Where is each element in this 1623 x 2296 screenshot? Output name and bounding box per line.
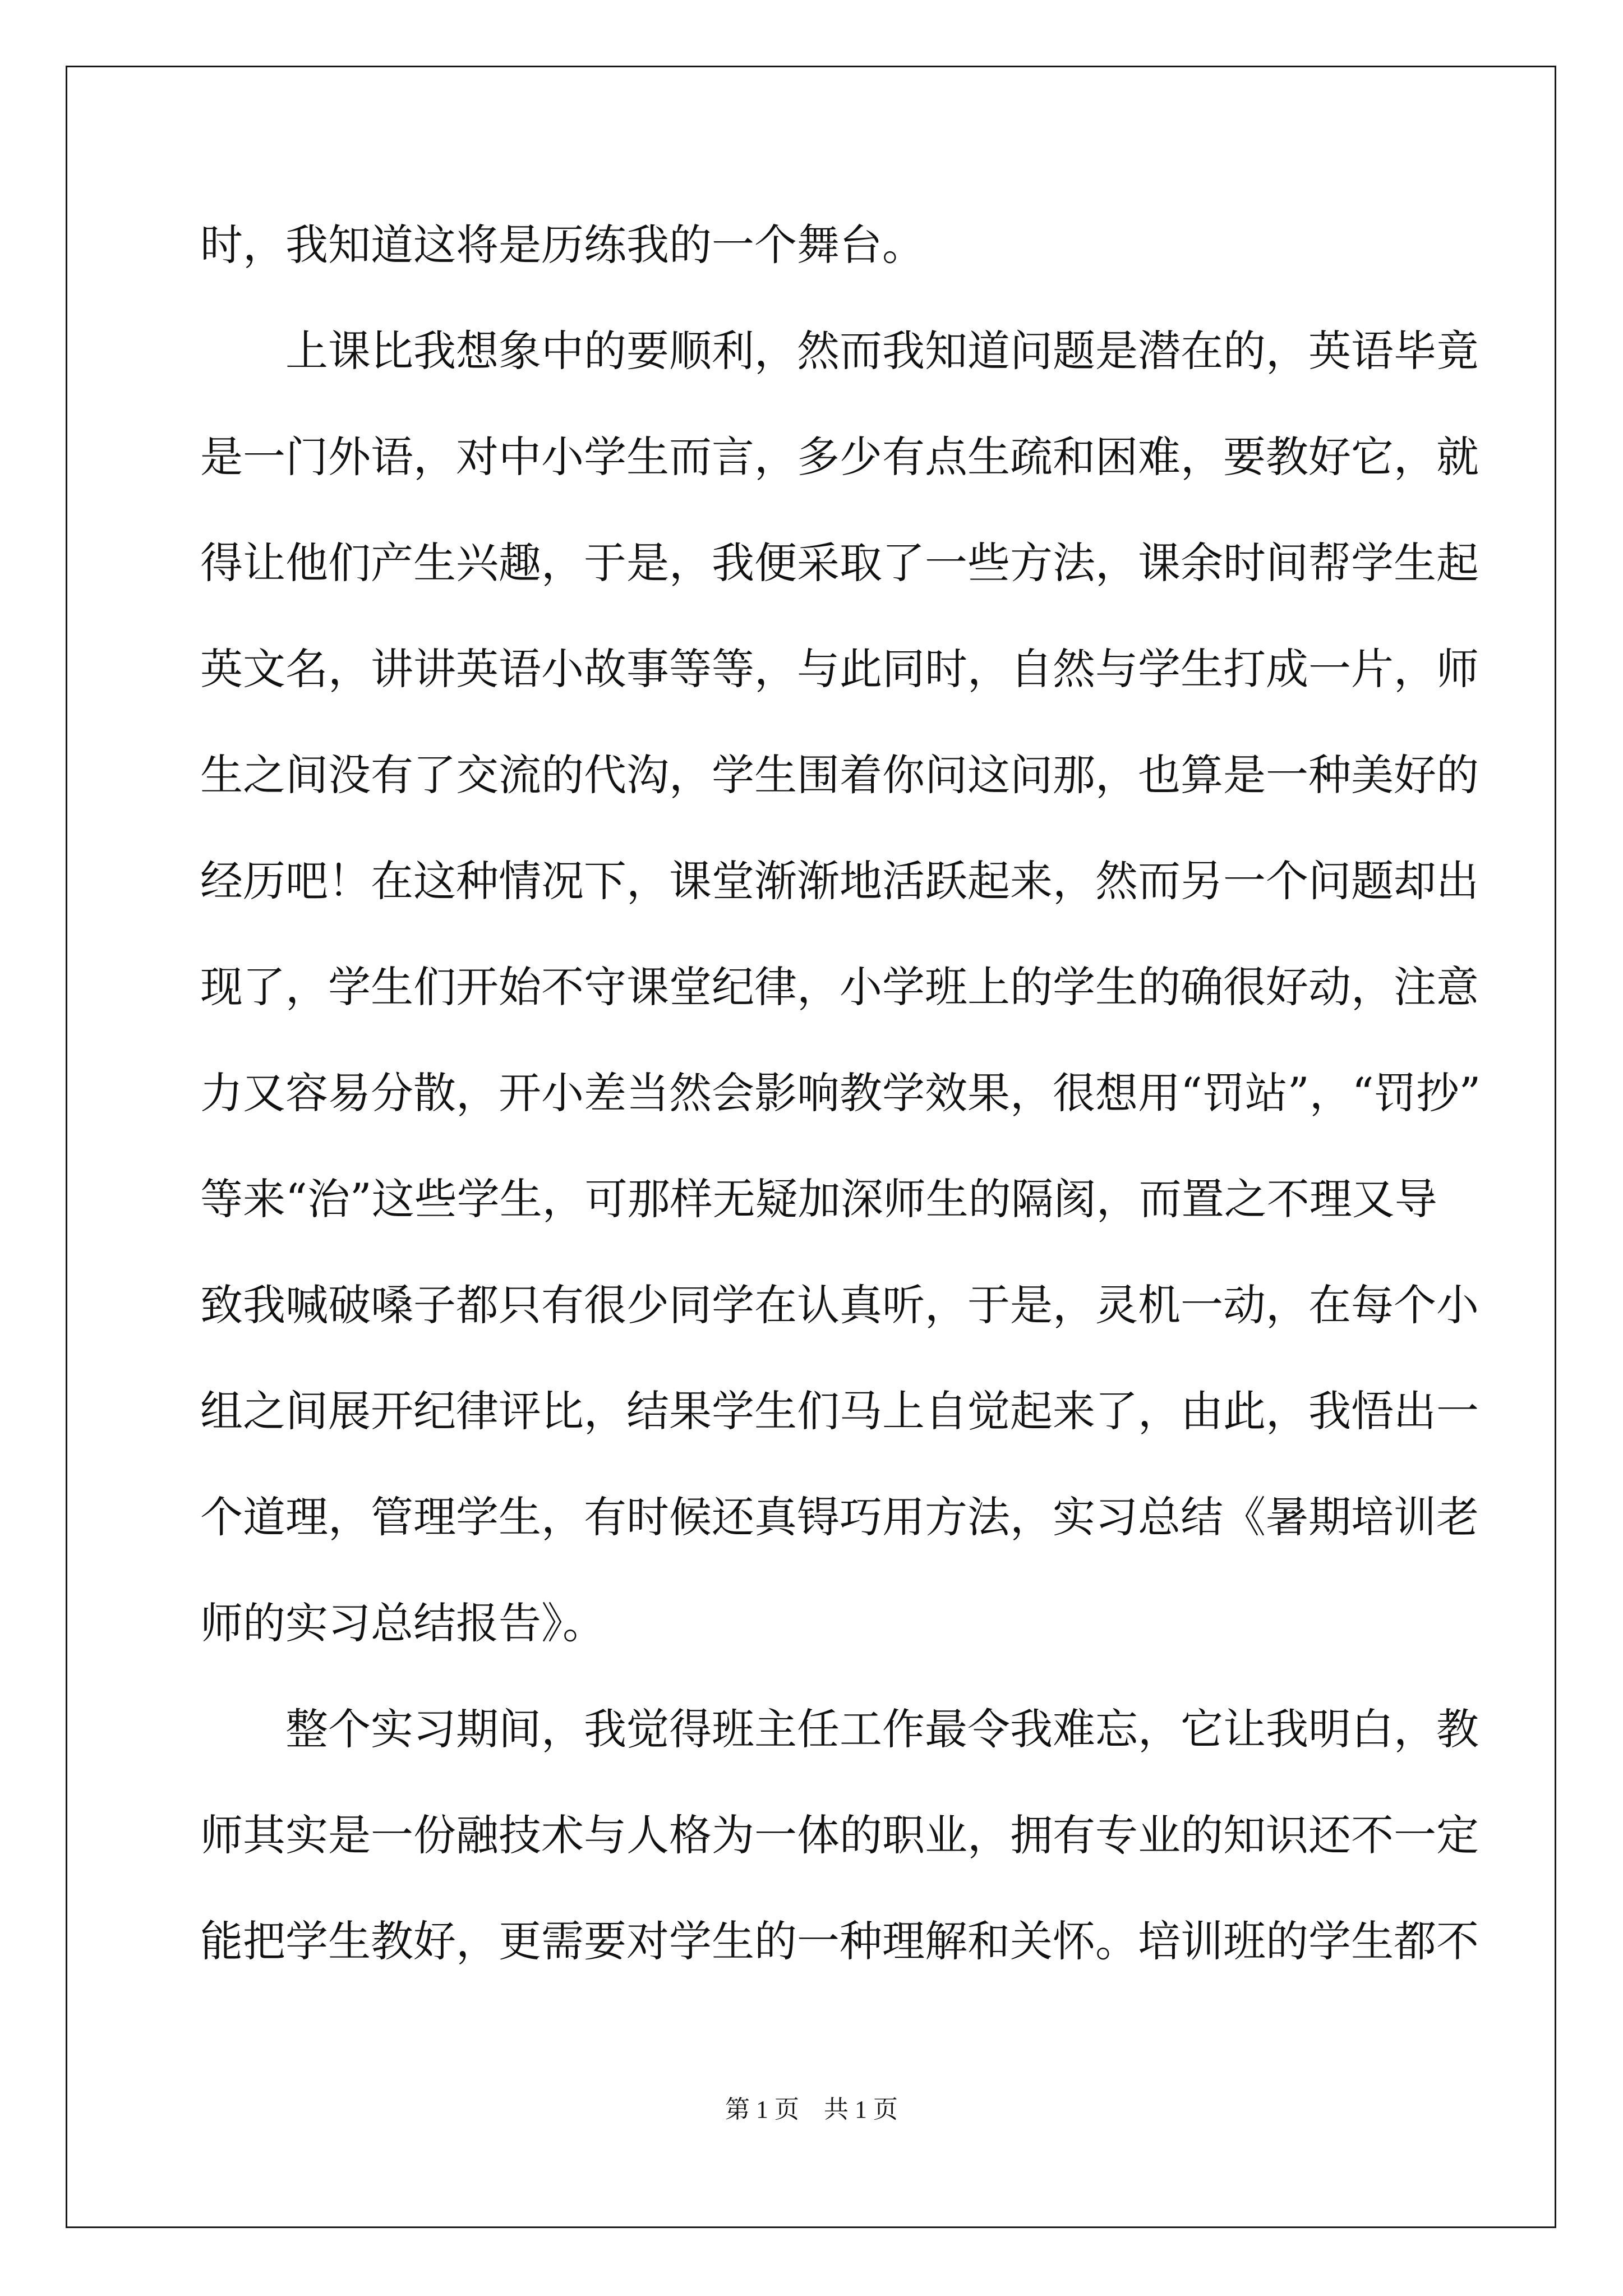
page-footer: [0, 2093, 1623, 2127]
text-line: 时，我知道这将是历练我的一个舞台。: [200, 220, 925, 270]
text-line: 等来“治”这些学生，可那样无疑加深师生的隔阂，而置之不理又导: [200, 1174, 1437, 1224]
text-line: 组之间展开纪律评比，结果学生们马上自觉起来了，由此，我悟出一: [200, 1386, 1479, 1436]
text-line: 现了，学生们开始不守课堂纪律，小学班上的学生的确很好动，注意: [200, 962, 1479, 1012]
text-line: 上课比我想象中的要顺利，然而我知道问题是潜在的，英语毕竟: [285, 326, 1479, 376]
page-number-label: 第 1 页 共 1 页: [725, 2096, 898, 2123]
text-line: 生之间没有了交流的代沟，学生围着你问这问那，也算是一种美好的: [200, 750, 1479, 800]
text-line: 致我喊破嗓子都只有很少同学在认真听，于是，灵机一动，在每个小: [200, 1280, 1479, 1330]
text-line: 英文名，讲讲英语小故事等等，与此同时，自然与学生打成一片，师: [200, 644, 1479, 694]
text-line: 师其实是一份融技术与人格为一体的职业，拥有专业的知识还不一定: [200, 1810, 1479, 1860]
text-line: 力又容易分散，开小差当然会影响教学效果，很想用“罚站”，“罚抄”: [200, 1068, 1481, 1118]
text-line: 经历吧！在这种情况下，课堂渐渐地活跃起来，然而另一个问题却出: [200, 856, 1479, 906]
text-line: 个道理，管理学生，有时候还真锝巧用方法，实习总结《暑期培训老: [200, 1492, 1479, 1542]
text-line: 整个实习期间，我觉得班主任工作最令我难忘，它让我明白，教: [285, 1704, 1479, 1754]
text-line: 师的实习总结报告》。: [200, 1598, 605, 1648]
text-line: 得让他们产生兴趣，于是，我便采取了一些方法，课余时间帮学生起: [200, 538, 1479, 588]
document-body: [200, 214, 1481, 2017]
text-line: 是一门外语，对中小学生而言，多少有点生疏和困难，要教好它，就: [200, 432, 1479, 482]
text-line: 能把学生教好，更需要对学生的一种理解和关怀。培训班的学生都不: [200, 1916, 1479, 1966]
